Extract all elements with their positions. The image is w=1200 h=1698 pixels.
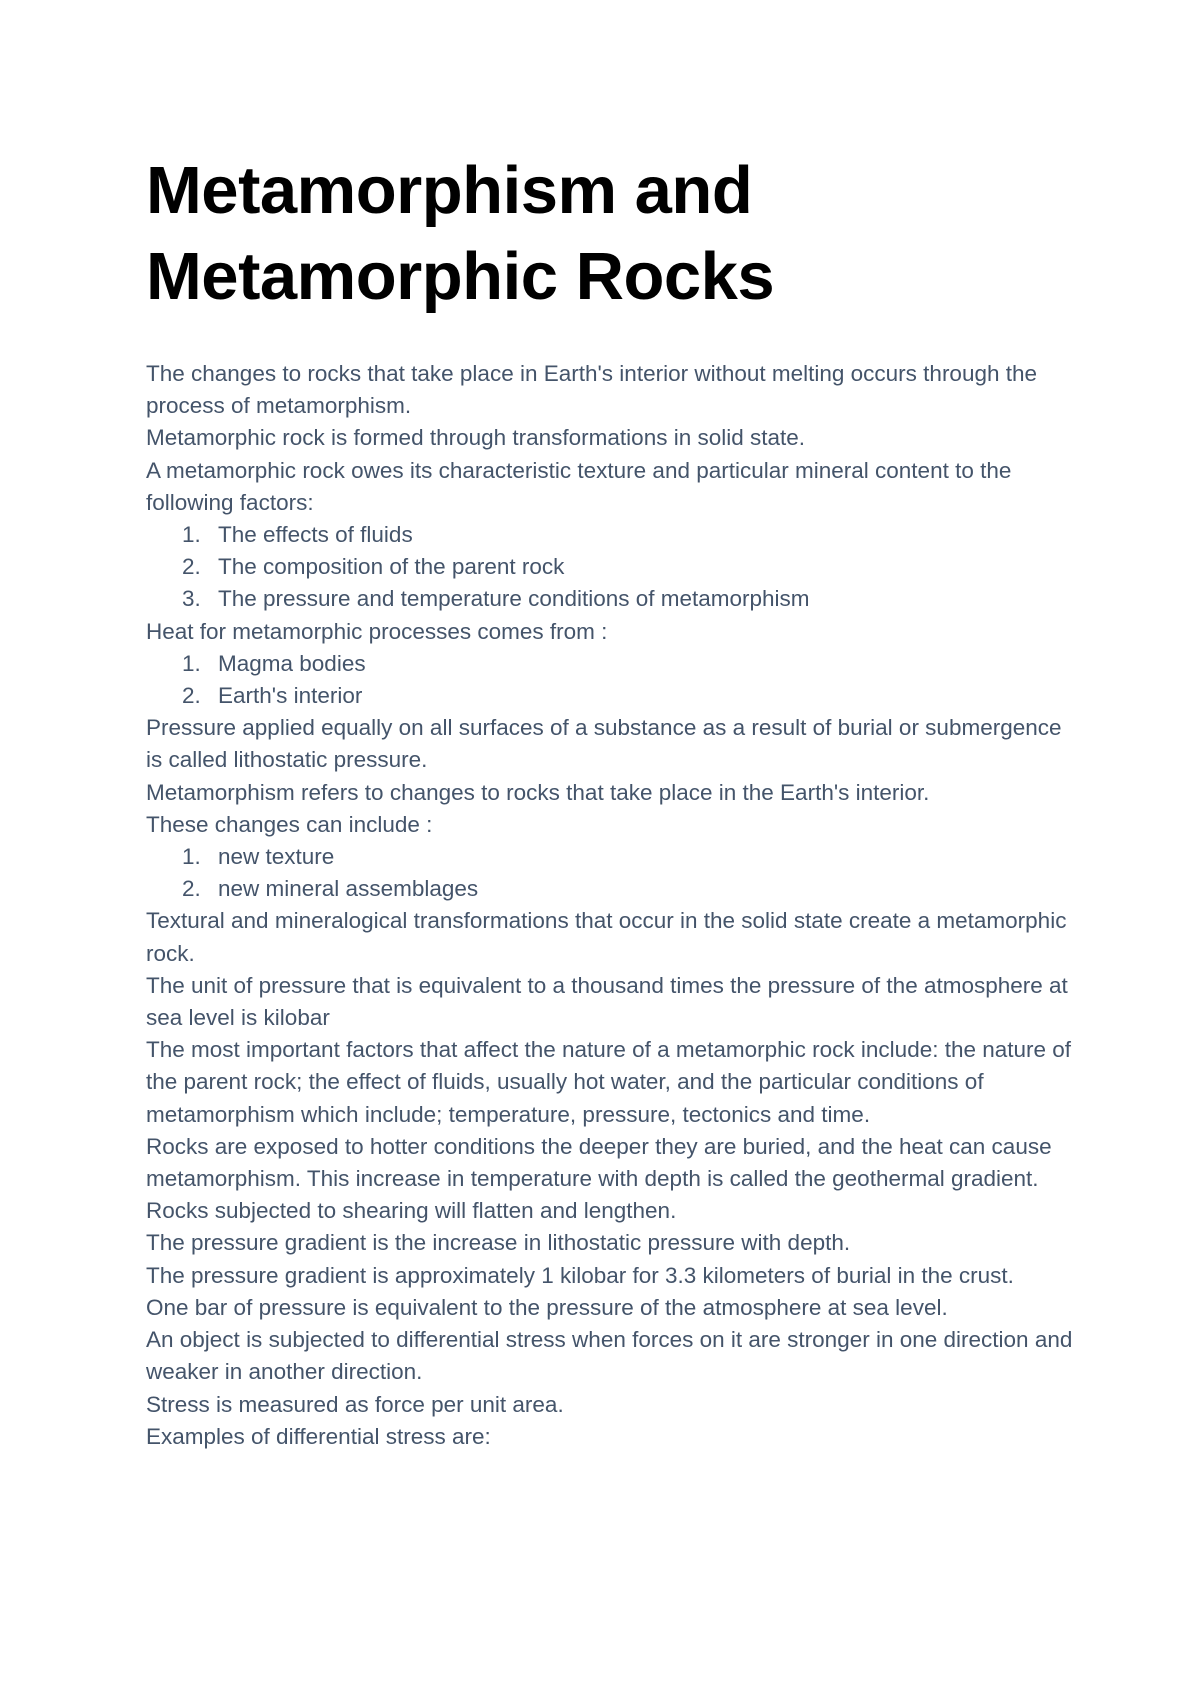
list-item bbox=[146, 583, 1076, 615]
paragraph: One bar of pressure is equivalent to the pressure of the atmosphere at sea level. bbox=[146, 1294, 948, 1320]
paragraph: Rocks are exposed to hotter conditions the deeper they are buried, and the heat can cause metamorphism. This increase in temperature with depth is called the geothermal gradient. bbox=[146, 1133, 1052, 1192]
list-item-number: 1. bbox=[182, 650, 201, 676]
list-item-number: 1. bbox=[182, 844, 201, 870]
paragraph: An object is subjected to differential stress when forces on it are stronger in one direction and weaker in another direction. bbox=[146, 1327, 1073, 1385]
paragraph: Heat for metamorphic processes comes from : bbox=[146, 618, 608, 644]
numbered-list bbox=[146, 519, 1076, 616]
list-item-text: The pressure and temperature conditions of metamorphism bbox=[218, 586, 810, 612]
paragraph: The changes to rocks that take place in Earth's interior without melting occurs through the process of metamorphism. bbox=[146, 361, 1038, 419]
list-item bbox=[146, 551, 1076, 583]
numbered-list bbox=[146, 841, 1076, 905]
list-item bbox=[146, 648, 1076, 680]
list-item-text: The effects of fluids bbox=[218, 522, 413, 548]
paragraph: These changes can include : bbox=[146, 811, 433, 837]
paragraph: The pressure gradient is approximately 1 kilobar for 3.3 kilometers of burial in the crust. bbox=[146, 1262, 1014, 1288]
numbered-list bbox=[146, 648, 1076, 712]
list-item-number: 1. bbox=[182, 522, 201, 548]
list-item bbox=[146, 841, 1076, 873]
document-page bbox=[146, 148, 1076, 1453]
list-item-text: new mineral assemblages bbox=[218, 876, 479, 902]
list-item-text: Magma bodies bbox=[218, 650, 366, 676]
paragraph: A metamorphic rock owes its characteristic texture and particular mineral content to the following factors: bbox=[146, 457, 1012, 515]
list-item-text: The composition of the parent rock bbox=[218, 554, 565, 580]
document-body bbox=[146, 358, 1076, 1453]
list-item-text: new texture bbox=[218, 844, 335, 870]
paragraph: The most important factors that affect the nature of a metamorphic rock include: the nature of the parent rock; the effect of fluids, usually hot water, and the particular conditions of metamorphism which include; temperature, pressure, tectonics and time. bbox=[146, 1037, 1072, 1127]
paragraph: The pressure gradient is the increase in lithostatic pressure with depth. bbox=[146, 1230, 851, 1256]
document-title: Metamorphism and Metamorphic Rocks bbox=[146, 153, 775, 314]
paragraph: Metamorphism refers to changes to rocks that take place in the Earth's interior. bbox=[146, 779, 930, 805]
list-item bbox=[146, 873, 1076, 905]
paragraph: Rocks subjected to shearing will flatten and lengthen. bbox=[146, 1198, 677, 1224]
paragraph: Examples of differential stress are: bbox=[146, 1423, 491, 1449]
paragraph: Metamorphic rock is formed through transformations in solid state. bbox=[146, 425, 806, 451]
list-item-text: Earth's interior bbox=[218, 683, 363, 709]
list-item-number: 2. bbox=[182, 683, 201, 709]
list-item-number: 3. bbox=[182, 586, 201, 612]
list-item bbox=[146, 519, 1076, 551]
list-item-number: 2. bbox=[182, 876, 201, 902]
paragraph: Pressure applied equally on all surfaces of a substance as a result of burial or submergence is called lithostatic pressure. bbox=[146, 715, 1062, 773]
paragraph: Stress is measured as force per unit area. bbox=[146, 1391, 564, 1417]
paragraph: The unit of pressure that is equivalent to a thousand times the pressure of the atmosphere at sea level is kilobar bbox=[146, 972, 1068, 1031]
paragraph: Textural and mineralogical transformations that occur in the solid state create a metamorphic rock. bbox=[146, 908, 1067, 966]
list-item bbox=[146, 680, 1076, 712]
list-item-number: 2. bbox=[182, 554, 201, 580]
